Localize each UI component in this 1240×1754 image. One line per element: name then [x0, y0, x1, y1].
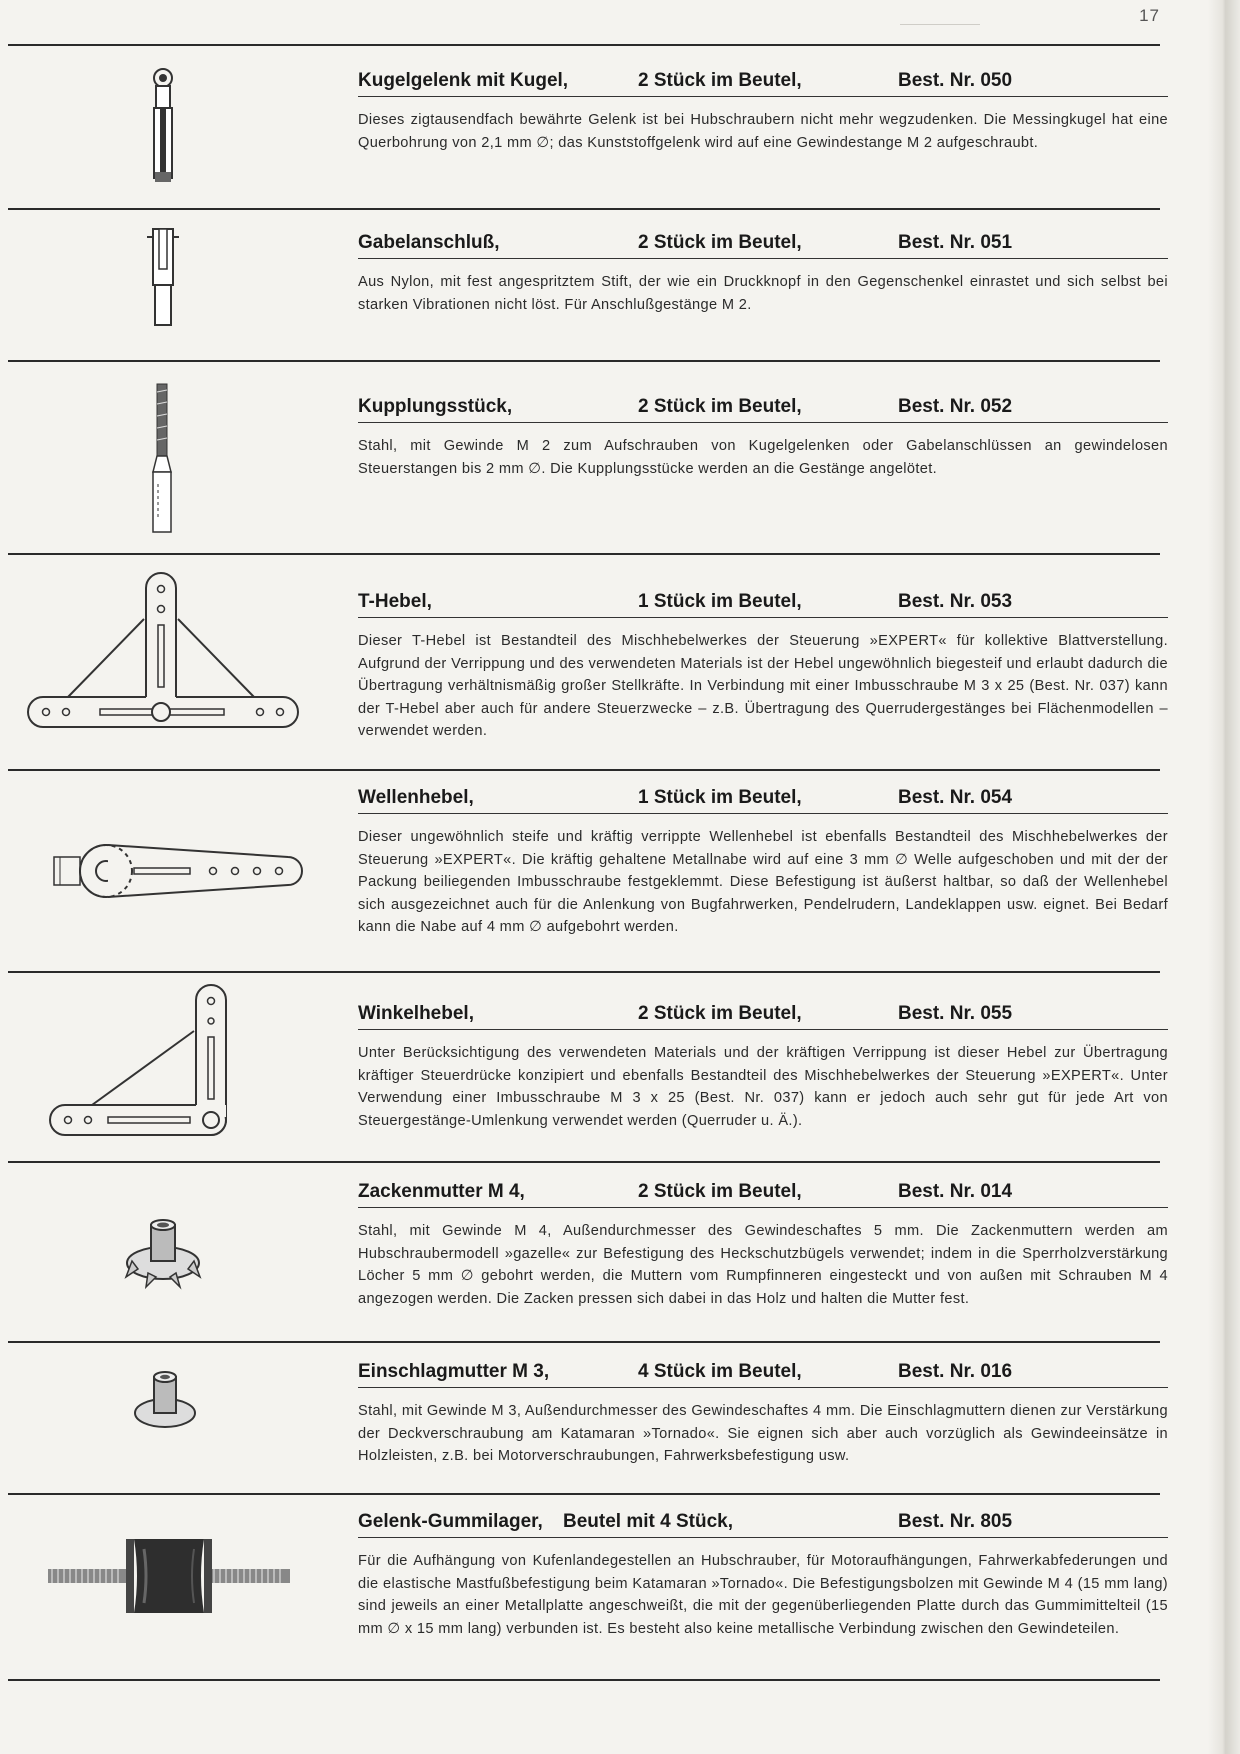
- product-description: Dieser ungewöhnlich steife und kräftig verrippte Wellenhebel ist ebenfalls Bestandteil des Mischhebelwerkes der Steuerung »EXPERT«. Die kräftig gehaltene Metallnabe wird auf eine 3 mm ∅ Welle aufgeschoben und mit der der Packung beiliegenden Imbusschraube festgeklemmt. Diese Befestigung ist äußerst haltbar, so daß der Wellenhebel sich ausgezeichnet auch für die Anlenkung von Bugfahrwerken, Pendelrudern, Landeklappen usw. eignet. Bei Bedarf kann die Nabe auf 4 mm ∅ aufgebohrt werden.: [358, 829, 1168, 935]
- ball-joint-icon: [143, 66, 183, 196]
- product-shaft-lever: [8, 769, 1168, 973]
- product-insert-nut: [8, 1341, 1168, 1495]
- product-bellcrank: [8, 971, 1168, 1163]
- bellcrank-icon: [46, 981, 246, 1141]
- product-description: Stahl, mit Gewinde M 2 zum Aufschrauben von Kugelgelenken oder Gabelanschlüssen an gewindelosen Steuerstangen bis 2 mm ∅. Die Kupplungsstücke werden an die Gestänge angelötet.: [358, 438, 1168, 477]
- product-description: Unter Berücksichtigung des verwendeten Materials und der kräftigen Verrippung ist dieser Hebel zur Übertragung kräftiger Steuerdrücke konzipiert und ebenfalls Bestandteil des Mischhebelwerkes der Steuerung »EXPERT«. Unter Verwendung einer Imbusschraube M 3 x 25 (Best. Nr. 037) kann er jedoch auch sehr gut für jede Art von Steuergestänge-Umlenkung verwendet werden (Querruder u. Ä.).: [358, 1045, 1168, 1129]
- order-number: Best. Nr. 053: [898, 591, 1013, 612]
- coupling-icon: [148, 380, 178, 540]
- product-name: Wellenhebel,: [358, 787, 474, 808]
- product-name: Gabelanschluß,: [358, 232, 500, 253]
- order-number: Best. Nr. 014: [898, 1181, 1013, 1202]
- product-quantity: 2 Stück im Beutel,: [638, 70, 802, 91]
- product-t-lever: [8, 553, 1168, 771]
- product-quantity: 2 Stück im Beutel,: [638, 396, 802, 417]
- t-lever-icon: [24, 569, 304, 749]
- order-number: Best. Nr. 805: [898, 1511, 1013, 1532]
- product-quantity: 1 Stück im Beutel,: [638, 787, 802, 808]
- product-name: Zackenmutter M 4,: [358, 1181, 525, 1202]
- product-description: Dieses zigtausendfach bewährte Gelenk ist bei Hubschraubern nicht mehr wegzudenken. Die Messingkugel hat eine Querbohrung von 2,1 mm ∅; das Kunststoffgelenk wird auf eine Gewindestange M 2 aufgeschraubt.: [358, 112, 1168, 151]
- product-tee-nut: [8, 1161, 1168, 1343]
- shaft-lever-icon: [48, 833, 308, 903]
- product-clevis: [8, 208, 1168, 362]
- product-quantity: 2 Stück im Beutel,: [638, 232, 802, 253]
- product-quantity: 2 Stück im Beutel,: [638, 1181, 802, 1202]
- scan-mark: [900, 24, 980, 25]
- product-name: Gelenk-Gummilager,: [358, 1511, 543, 1532]
- product-quantity: 2 Stück im Beutel,: [638, 1003, 802, 1024]
- product-name: Kugelgelenk mit Kugel,: [358, 70, 569, 91]
- page-number: 17: [1139, 6, 1160, 25]
- tee-nut-icon: [118, 1211, 208, 1291]
- order-number: Best. Nr. 055: [898, 1003, 1013, 1024]
- order-number: Best. Nr. 054: [898, 787, 1013, 808]
- product-description: Dieser T-Hebel ist Bestandteil des Mischhebelwerkes der Steuerung »EXPERT« für kollektive Blattverstellung. Aufgrund der Verrippung und des verwendeten Materials ist der Hebel ungewöhnlich biegesteif und erlaubt dadurch die Übertragung verhältnismäßig großer Stellkräfte. In Verbindung mit einer Imbusschraube M 3 x 25 (Best. Nr. 037) kann der T-Hebel aber auch für andere Steuerzwecke – z.B. Übertragung des Querrudergestänges bei Flächenmodellen – verwendet werden.: [358, 633, 1168, 739]
- order-number: Best. Nr. 052: [898, 396, 1013, 417]
- product-ball-joint: [8, 44, 1168, 210]
- product-rubber-mount: [8, 1493, 1168, 1681]
- product-quantity: Beutel mit 4 Stück,: [563, 1511, 733, 1532]
- product-name: Einschlagmutter M 3,: [358, 1361, 550, 1382]
- product-description: Stahl, mit Gewinde M 4, Außendurchmesser des Gewindeschaftes 5 mm. Die Zackenmuttern werden am Hubschraubermodell »gazelle« zur Befestigung des Heckschutzbügels verwendet; indem in die Sperrholzverstärkung Löcher 5 mm ∅ gebohrt werden, die Muttern vom Rumpfinneren eingesteckt und von außen mit Schrauben M 4 angezogen werden. Die Zacken pressen sich dabei in das Holz und halten die Mutter fest.: [358, 1223, 1168, 1307]
- clevis-icon: [143, 225, 183, 345]
- product-description: Für die Aufhängung von Kufenlandegestellen an Hubschrauber, für Motoraufhängungen, Fahrwerkabfederungen und die elastische Mastfußbefestigung beim Katamaran »Tornado«. Die Befestigungsbolzen mit Gewinde M 4 (15 mm lang) sind jeweils an einer Metallplatte angeschweißt, die mit der gegenüberliegenden Platte durch das Gummimittelteil (15 mm ∅ x 15 mm lang) verbunden ist. Es besteht also keine metallische Verbindung zwischen den Gewindeteilen.: [358, 1553, 1168, 1637]
- product-quantity: 1 Stück im Beutel,: [638, 591, 802, 612]
- product-coupling: [8, 360, 1168, 555]
- product-name: Kupplungsstück,: [358, 396, 513, 417]
- rubber-mount-icon: [44, 1531, 294, 1621]
- scan-edge: [1208, 0, 1240, 1754]
- product-quantity: 4 Stück im Beutel,: [638, 1361, 802, 1382]
- order-number: Best. Nr. 016: [898, 1361, 1013, 1382]
- product-name: T-Hebel,: [358, 591, 432, 612]
- product-description: Stahl, mit Gewinde M 3, Außendurchmesser des Gewindeschaftes 4 mm. Die Einschlagmuttern dienen zur Verstärkung der Deckverschraubung am Katamaran »Tornado«. Sie eignen sich aber auch vorzüglich als Gewindeeinsätze in Holzleisten, z.B. bei Motorverschraubungen, Fahrwerksbefestigung usw.: [358, 1403, 1168, 1464]
- product-name: Winkelhebel,: [358, 1003, 474, 1024]
- product-description: Aus Nylon, mit fest angespritztem Stift, der wie ein Druckknopf in den Gegenschenkel einrastet und sich selbst bei starken Vibrationen nicht löst. Für Anschlußgestänge M 2.: [358, 274, 1168, 313]
- insert-nut-icon: [130, 1365, 200, 1435]
- order-number: Best. Nr. 050: [898, 70, 1013, 91]
- order-number: Best. Nr. 051: [898, 232, 1013, 253]
